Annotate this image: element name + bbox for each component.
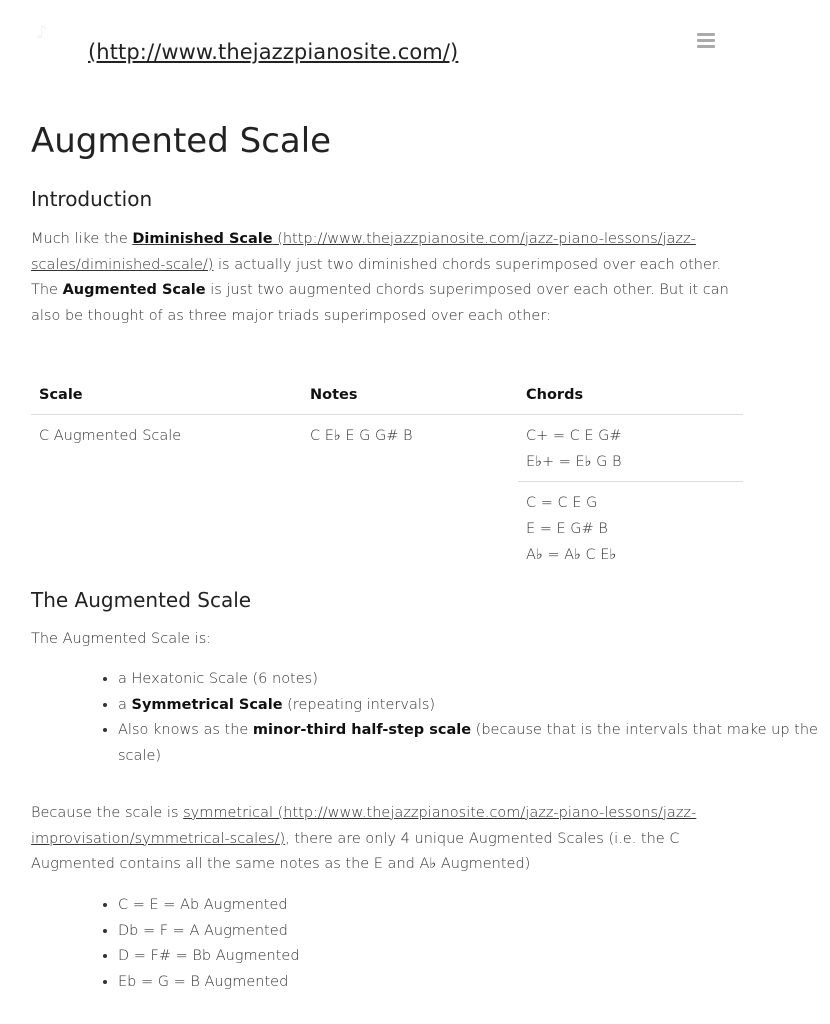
augmented-scale-intro: The Augmented Scale is: — [31, 631, 212, 647]
symmetrical-scales-link[interactable]: symmetrical (http://www.thejazzpianosite.com/jazz-piano-lessons/jazz-improvisation/symmetrical-scales/) — [31, 805, 697, 847]
list-item: • Eb = G = B Augmented — [118, 970, 830, 996]
list-item-text: (because that is the intervals that make up the scale) — [118, 722, 818, 764]
list-item-text: (repeating intervals) — [282, 696, 436, 713]
unique-augmented-scales-list — [31, 893, 830, 995]
table-row — [31, 482, 743, 575]
scale-properties-list — [31, 667, 830, 769]
chord-line: C = C E G — [526, 495, 598, 511]
table-cell-empty — [31, 482, 302, 575]
list-item: • a Hexatonic Scale (6 notes) — [118, 667, 830, 693]
table-cell-chords — [518, 482, 743, 575]
chord-line: A♭ = A♭ C E♭ — [526, 547, 617, 563]
table-header-scale: Scale — [31, 376, 302, 415]
site-header — [0, 0, 768, 90]
hamburger-menu-icon[interactable] — [697, 33, 715, 49]
diminished-scale-link-label: Diminished Scale — [132, 231, 273, 247]
page-title: Augmented Scale — [31, 121, 332, 161]
table-header-row — [31, 376, 743, 415]
paragraph-text: , there are only 4 unique Augmented Scales (i.e. the C Augmented contains all the same notes as the E and A♭ Augmented) — [31, 830, 680, 872]
table-row — [31, 415, 743, 482]
augmented-scale-bold: Augmented Scale — [62, 282, 206, 298]
symmetrical-paragraph — [31, 801, 741, 878]
list-item — [118, 693, 830, 719]
chord-line: E = E G# B — [526, 521, 608, 537]
table-cell-empty — [302, 482, 518, 575]
diminished-scale-link-url: (http://www.thejazzpianosite.com/jazz-piano-lessons/jazz-scales/diminished-scale/) — [31, 231, 696, 273]
intro-text: Much like the — [31, 231, 133, 247]
table-cell-chords — [518, 415, 743, 482]
table-cell-notes: C E♭ E G G# B — [310, 428, 413, 444]
introduction-heading: Introduction — [31, 187, 153, 211]
chord-line: E♭+ = E♭ G B — [526, 454, 622, 470]
list-item-text: Also knows as the — [118, 722, 253, 738]
list-item: • C = E = Ab Augmented — [118, 893, 830, 919]
intro-text: is just two augmented chords superimposed over each other. But it can also be thought of as three major triads superimposed over each other: — [31, 282, 729, 324]
paragraph-text: Because the scale is — [31, 805, 184, 821]
minor-third-half-step-bold: minor-third half-step scale — [252, 722, 472, 738]
intro-text: is actually just two diminished chords superimposed over each other. The — [31, 256, 722, 298]
site-logo[interactable]: ♪ — [36, 22, 48, 43]
table-cell-scale: C Augmented Scale — [39, 428, 182, 444]
article — [31, 118, 818, 990]
introduction-paragraph — [31, 227, 731, 329]
site-home-link[interactable]: (http://www.thejazzpianosite.com/) — [88, 40, 459, 64]
symmetrical-scale-bold: Symmetrical Scale — [131, 696, 283, 713]
list-item: • Db = F = A Augmented — [118, 919, 830, 945]
table-header-chords: Chords — [518, 376, 743, 415]
list-item-text: a — [118, 696, 132, 713]
scale-table — [31, 376, 743, 574]
chord-line: C+ = C E G# — [526, 428, 622, 444]
table-header-notes: Notes — [302, 376, 518, 415]
augmented-scale-heading: The Augmented Scale — [31, 588, 252, 612]
list-item: • D = F# = Bb Augmented — [118, 944, 830, 970]
list-item — [118, 718, 830, 769]
